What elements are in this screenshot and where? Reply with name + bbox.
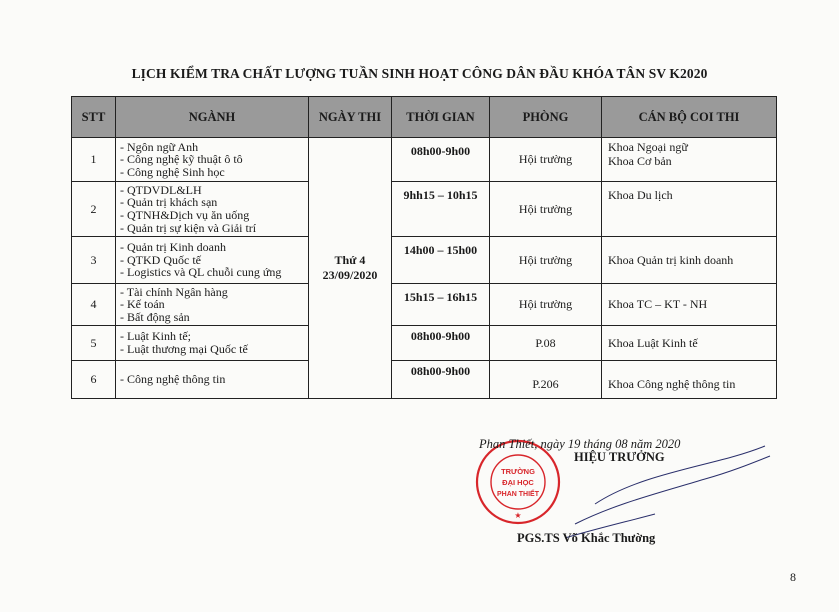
staff-cell: [602, 361, 777, 399]
header-nganh: NGÀNH: [116, 97, 309, 138]
nganh-cell: [116, 182, 309, 237]
nganh-line: - Công nghệ kỹ thuật ô tô: [120, 152, 243, 167]
page-number: 8: [790, 570, 796, 584]
table-row: [72, 237, 777, 284]
nganh-cell: [116, 361, 309, 399]
header-can-bo: CÁN BỘ COI THI: [602, 97, 777, 138]
nganh-line: - Luật Kinh tế;: [120, 329, 191, 344]
nganh-line: - Công nghệ thông tin: [120, 372, 226, 387]
stt-cell: 2: [72, 182, 116, 237]
document-title: LỊCH KIỂM TRA CHẤT LƯỢNG TUẦN SINH HOẠT CÔNG DÂN ĐẦU KHÓA TÂN SV K2020: [131, 66, 708, 81]
signature-name: PGS.TS Võ Khắc Thường: [517, 531, 656, 545]
nganh-line: - Công nghệ Sinh học: [120, 164, 225, 179]
signature-role: HIỆU TRƯỞNG: [574, 450, 665, 464]
nganh-line: - Tài chính Ngân hàng: [120, 284, 228, 299]
staff-line: Khoa Du lịch: [608, 188, 673, 202]
seal-star-icon: ★: [514, 511, 522, 520]
staff-cell: [602, 138, 777, 182]
time-cell: 9hh15 – 10h15: [392, 182, 490, 237]
seal-line-1: TRƯỜNG: [501, 467, 535, 476]
nganh-line: - Bất động sản: [120, 309, 190, 324]
nganh-line: - QTKD Quốc tế: [120, 252, 201, 267]
time-cell: 08h00-9h00: [392, 361, 490, 399]
nganh-line: - QTDVDL&LH: [120, 182, 202, 197]
nganh-line: - Quản trị sự kiện và Giải trí: [120, 220, 257, 235]
stt-cell: 3: [72, 237, 116, 284]
signature-place-date: Phan Thiết, ngày 19 tháng 08 năm 2020: [479, 437, 681, 451]
staff-cell: [602, 237, 777, 284]
time-cell: 15h15 – 16h15: [392, 284, 490, 326]
room-cell: Hội trường: [490, 138, 602, 182]
table-row: [72, 138, 777, 182]
stt-cell: 6: [72, 361, 116, 399]
nganh-line: - Quản trị khách sạn: [120, 195, 218, 210]
time-cell: 08h00-9h00: [392, 326, 490, 361]
staff-cell: [602, 326, 777, 361]
room-cell: P.08: [490, 326, 602, 361]
room-cell: Hội trường: [490, 284, 602, 326]
staff-line: Khoa Ngoại ngữ: [608, 140, 688, 154]
seal-line-2: ĐẠI HỌC: [502, 478, 534, 487]
header-phong: PHÒNG: [490, 97, 602, 138]
table-row: [72, 361, 777, 399]
staff-cell: [602, 284, 777, 326]
staff-line: Khoa Cơ bản: [608, 154, 672, 168]
nganh-cell: [116, 138, 309, 182]
nganh-line: - Luật thương mại Quốc tế: [120, 342, 248, 356]
table-row: [72, 326, 777, 361]
header-thoi-gian: THỜI GIAN: [392, 97, 490, 138]
exam-weekday: Thứ 4: [334, 253, 366, 267]
staff-line: Khoa Công nghệ thông tin: [608, 377, 736, 391]
staff-line: Khoa Luật Kinh tế: [608, 335, 698, 350]
nganh-line: - QTNH&Dịch vụ ăn uống: [120, 208, 250, 222]
time-cell: 14h00 – 15h00: [392, 237, 490, 284]
table-row: [72, 182, 777, 237]
header-stt: STT: [72, 97, 116, 138]
nganh-cell: [116, 284, 309, 326]
nganh-line: - Quản trị Kinh doanh: [120, 240, 226, 255]
nganh-line: - Kế toán: [120, 297, 165, 312]
staff-line: Khoa TC – KT - NH: [608, 297, 708, 311]
table-row: [72, 284, 777, 326]
table-header-row: [72, 97, 777, 138]
time-cell: 08h00-9h00: [392, 138, 490, 182]
room-cell: Hội trường: [490, 237, 602, 284]
exam-date-cell: [309, 138, 392, 399]
nganh-line: - Ngôn ngữ Anh: [120, 139, 199, 154]
staff-cell: [602, 182, 777, 237]
staff-line: Khoa Quản trị kinh doanh: [608, 252, 734, 267]
stt-cell: 1: [72, 138, 116, 182]
exam-date: 23/09/2020: [322, 268, 378, 282]
nganh-cell: [116, 326, 309, 361]
room-cell: Hội trường: [490, 182, 602, 237]
header-ngay-thi: NGÀY THI: [309, 97, 392, 138]
nganh-line: - Logistics và QL chuỗi cung ứng: [120, 265, 282, 280]
stt-cell: 5: [72, 326, 116, 361]
nganh-cell: [116, 237, 309, 284]
exam-schedule-table: [71, 96, 777, 399]
stt-cell: 4: [72, 284, 116, 326]
seal-line-3: PHAN THIẾT: [497, 491, 539, 498]
room-cell: P.206: [490, 361, 602, 399]
